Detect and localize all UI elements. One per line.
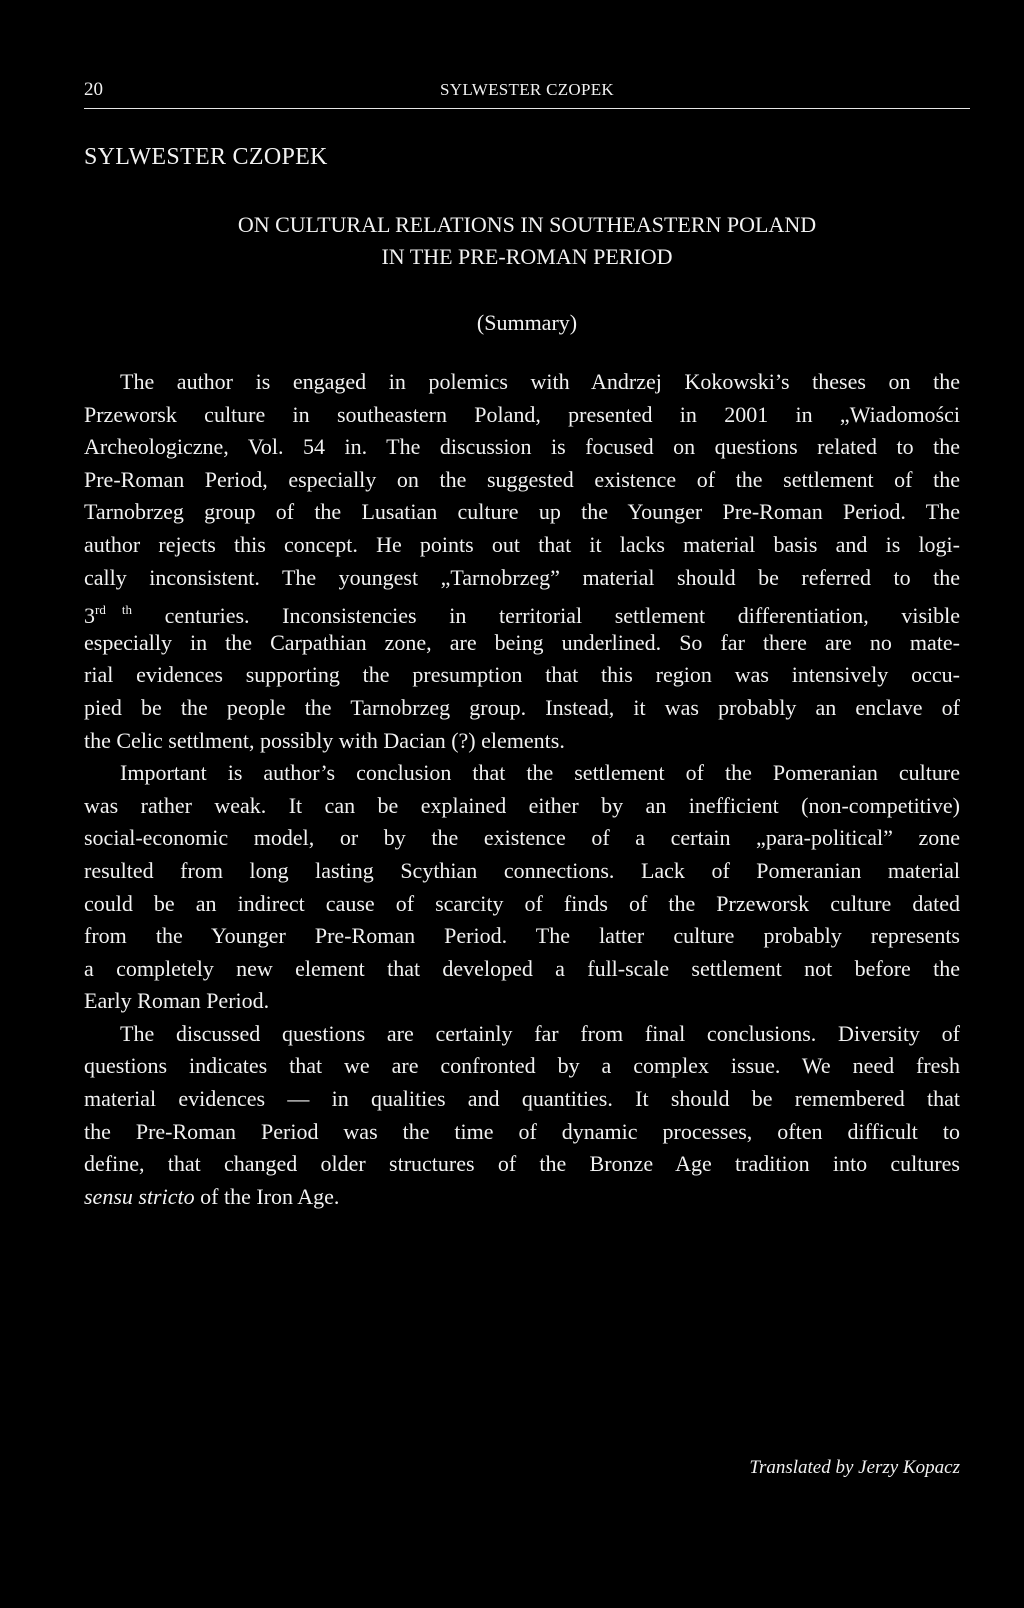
last-line-rest: of the Iron Age. (194, 1183, 340, 1209)
paragraph-2-line: resulted from long lasting Scythian connections. Lack of Pomeranian material (84, 857, 960, 883)
paragraph-1-line: The author is engaged in polemics with Andrzej Kokowski’s theses on the (120, 369, 960, 394)
paragraph-1-line: Pre-Roman Period, especially on the suggested existence of the settlement of the (84, 466, 960, 492)
paragraph-2-line: a completely new element that developed a full-scale settlement not before the (84, 955, 960, 981)
paragraph-2-line: social-economic model, or by the existence of a certain „para-political” zone (84, 825, 960, 851)
article-author: SYLWESTER CZOPEK (84, 144, 328, 170)
paragraph-3-line: material evidences — in qualities and quantities. It should be remembered that (84, 1086, 960, 1112)
article-title-line-1: ON CULTURAL RELATIONS IN SOUTHEASTERN POLAND (237, 212, 817, 237)
paragraph-1-line: Przeworsk culture in southeastern Poland, presented in 2001 in „Wiadomości (84, 401, 960, 427)
article-title-line-2: IN THE PRE-ROMAN PERIOD (381, 244, 673, 269)
latin-phrase: sensu stricto (84, 1183, 195, 1209)
page-number: 20 (84, 79, 103, 100)
paragraph-2-line: from the Younger Pre-Roman Period. The latter culture probably represents (84, 923, 960, 949)
paragraph-3-line: the Pre-Roman Period was the time of dynamic processes, often difficult to (84, 1118, 960, 1144)
paragraph-3-last-line (84, 1181, 960, 1214)
page-header (84, 78, 970, 109)
paragraph-1-line: especially in the Carpathian zone, are being underlined. So far there are no mate- (84, 629, 960, 655)
superscript-rd: rd (95, 602, 106, 618)
paragraph-2-line: Important is author’s conclusion that the settlement of the Pomeranian culture (120, 760, 960, 786)
translator-credit: Translated by Jerzy Kopacz (749, 1457, 960, 1478)
paragraph-1-last-line: the Celic settlment, possibly with Dacian (?) elements. (84, 727, 565, 753)
paragraph-1-line: pied be the people the Tarnobrzeg group. Instead, it was probably an enclave of (84, 694, 960, 720)
century-number: 3 (84, 603, 95, 627)
paragraph-2-line: was rather weak. It can be explained either by an inefficient (non-competitive) (84, 792, 960, 818)
centuries-text: centuries. Inconsistencies in territorial settlement differentiation, visible (164, 603, 960, 627)
paragraph-1-line: rial evidences supporting the presumption that this region was intensively occu- (84, 662, 960, 688)
paragraph-1-line: Tarnobrzeg group of the Lusatian culture up the Younger Pre-Roman Period. The (84, 499, 960, 525)
paragraph-1-line: author rejects this concept. He points out that it lacks material basis and is logi- (84, 531, 960, 557)
paragraph-3-line: questions indicates that we are confronted by a complex issue. We need fresh (84, 1053, 960, 1079)
paragraph-1-line-centuries (84, 594, 960, 627)
superscript-th: th (121, 602, 132, 618)
paragraph-2-last-line: Early Roman Period. (84, 988, 270, 1014)
summary-label: (Summary) (476, 310, 578, 335)
summary-body (84, 366, 960, 1213)
paragraph-3-line: The discussed questions are certainly far from final conclusions. Diversity of (120, 1020, 960, 1046)
paragraph-2-line: could be an indirect cause of scarcity of finds of the Przeworsk culture dated (84, 890, 960, 916)
paragraph-3-line: define, that changed older structures of the Bronze Age tradition into cultures (84, 1151, 960, 1177)
running-head: SYLWESTER CZOPEK (439, 80, 614, 99)
paragraph-1-line: Archeologiczne, Vol. 54 in. The discussion is focused on questions related to the (84, 434, 960, 460)
paragraph-1-line: cally inconsistent. The youngest „Tarnobrzeg” material should be referred to the (84, 564, 960, 590)
